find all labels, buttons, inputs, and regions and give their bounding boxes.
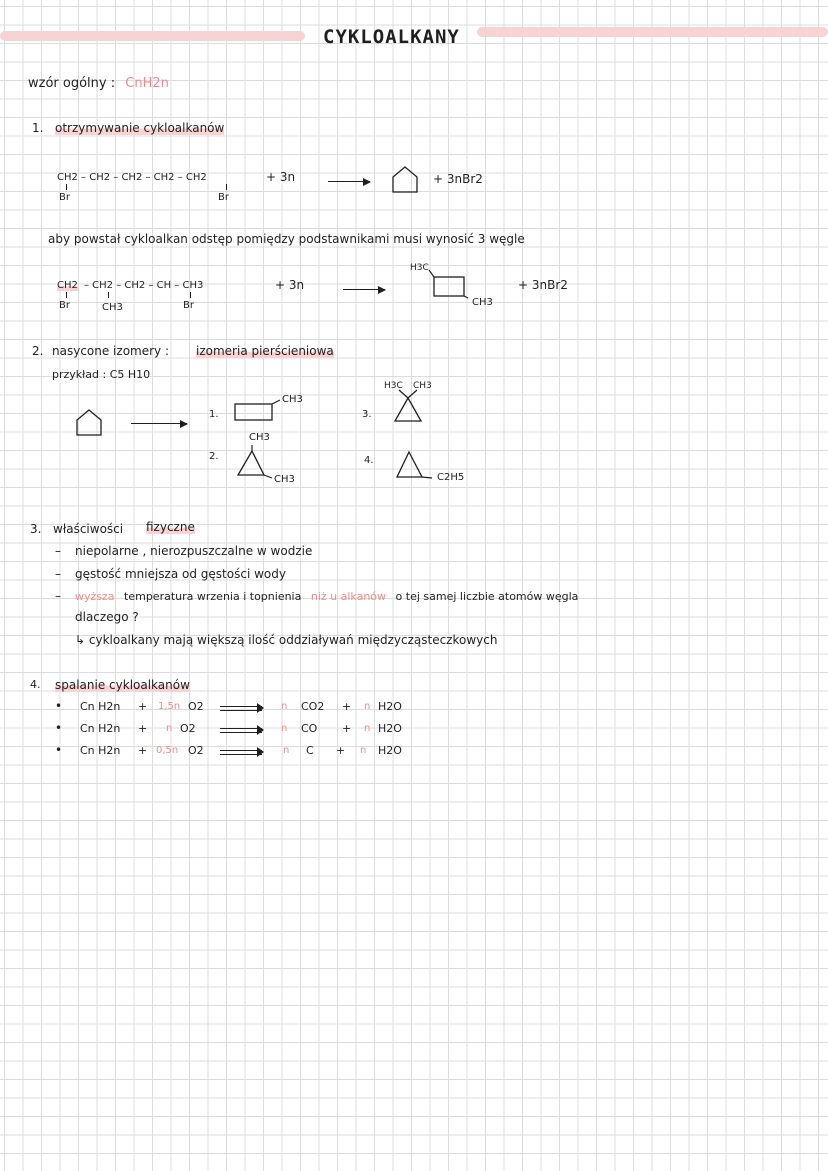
combustion-water-coefficient: n <box>364 723 371 734</box>
section-1-number: 1. <box>32 121 44 135</box>
reaction-1-reagent: + 3n <box>266 170 296 184</box>
combustion-water: H2O <box>378 700 402 713</box>
isomer-1-ch3: CH3 <box>282 394 303 405</box>
section-3-number: 3. <box>30 522 42 536</box>
combustion-arrow <box>220 706 262 711</box>
combustion-product: CO <box>301 722 318 735</box>
property-item-3-d: o tej samej liczbie atomów węgla <box>395 590 579 603</box>
bullet-dash: – <box>55 544 61 558</box>
cyclobutane-icon <box>234 399 282 421</box>
combustion-water-coefficient: n <box>360 745 367 756</box>
combustion-product: CO2 <box>301 700 325 713</box>
property-item-1: niepolarne , nierozpuszczalne w wodzie <box>75 544 313 558</box>
combustion-arrow <box>220 750 262 755</box>
section-1-heading: otrzymywanie cykloalkanów <box>55 121 225 135</box>
reaction-2-ch2: CH2 <box>57 280 78 291</box>
bond-tick <box>190 292 191 298</box>
cyclopentane-icon <box>391 166 419 194</box>
isomer-2-ch3-side: CH3 <box>274 474 295 485</box>
property-question: dlaczego ? <box>75 610 139 624</box>
bullet-dot: • <box>55 699 63 713</box>
combustion-reactant: Cn H2n <box>80 700 121 713</box>
bond-tick <box>66 292 67 298</box>
general-formula-label: wzór ogólny : <box>28 76 116 91</box>
isomer-2-number: 2. <box>209 451 219 462</box>
general-formula-value: CnH2n <box>125 76 169 91</box>
reaction-2-br-2: Br <box>183 300 194 311</box>
combustion-water-coefficient: n <box>364 701 371 712</box>
reaction-2-ch3-product: CH3 <box>472 297 493 308</box>
section-2-subheading: izomeria pierścieniowa <box>196 344 334 358</box>
general-formula <box>28 76 169 91</box>
bullet-dash: – <box>55 589 61 603</box>
combustion-plus: + <box>342 722 352 735</box>
title-highlight-left <box>0 31 305 41</box>
combustion-plus: + <box>342 700 352 713</box>
combustion-oxygen-coefficient: 0,5n <box>156 745 179 756</box>
property-item-3-c: niż u alkanów <box>310 590 387 603</box>
reaction-1-substrate: CH2 – CH2 – CH2 – CH2 – CH2 <box>57 172 207 183</box>
property-answer: ↳ cykloalkany mają większą ilość oddziaływań międzycząsteczkowych <box>75 633 498 647</box>
combustion-oxygen-coefficient: 1,5n <box>158 701 181 712</box>
property-item-3-b: temperatura wrzenia i topnienia <box>124 590 302 603</box>
reaction-1-br-2: Br <box>218 192 229 203</box>
isomer-2-ch3-top: CH3 <box>249 432 270 443</box>
isomer-arrow <box>131 423 187 424</box>
combustion-reactant: Cn H2n <box>80 744 121 757</box>
title-highlight-right <box>477 27 828 37</box>
combustion-plus: + <box>138 744 148 757</box>
section-2-example: przykład : C5 H10 <box>52 368 151 381</box>
section-4-number: 4. <box>30 678 41 691</box>
combustion-arrow <box>220 728 262 733</box>
isomer-3-h3c: H3C <box>384 381 403 391</box>
isomer-3-ch3: CH3 <box>413 381 432 391</box>
combustion-plus: + <box>138 700 148 713</box>
bullet-dot: • <box>55 721 63 735</box>
section-3-subheading: fizyczne <box>146 520 195 534</box>
ethylcyclopropane-icon <box>396 450 438 480</box>
cyclobutane-product-icon <box>428 270 468 298</box>
combustion-water: H2O <box>378 722 402 735</box>
combustion-plus: + <box>336 744 346 757</box>
section-4-heading: spalanie cykloalkanów <box>55 678 190 692</box>
property-item-3 <box>75 590 578 603</box>
combustion-product-coefficient: n <box>283 745 290 756</box>
bond-tick <box>66 184 67 190</box>
property-item-3-a: wyższa <box>75 590 115 603</box>
combustion-oxygen: O2 <box>180 722 196 735</box>
combustion-oxygen-coefficient: n <box>166 723 173 734</box>
reaction-2-reagent: + 3n <box>275 278 305 292</box>
section-2-number: 2. <box>32 344 44 358</box>
reaction-2-products: + 3nBr2 <box>518 278 568 292</box>
isomer-3-number: 3. <box>362 409 372 420</box>
property-item-2: gęstość mniejsza od gęstości wody <box>75 567 286 581</box>
reaction-2-chain: – CH2 – CH2 – CH – CH3 <box>84 280 204 291</box>
combustion-oxygen: O2 <box>188 744 204 757</box>
combustion-plus: + <box>138 722 148 735</box>
reaction-arrow <box>328 181 370 182</box>
bond-tick <box>226 184 227 190</box>
page-title: CYKLOALKANY <box>323 26 460 48</box>
reaction-1-products: + 3nBr2 <box>433 172 483 186</box>
reaction-2-br-1: Br <box>59 300 70 311</box>
section-2-heading: nasycone izomery : <box>52 344 169 358</box>
isomer-1-number: 1. <box>209 409 219 420</box>
reaction-1-br-1: Br <box>59 192 70 203</box>
reaction-2-h3c: H3C <box>410 263 429 273</box>
bullet-dot: • <box>55 743 63 757</box>
reaction-2-ch3: CH3 <box>102 302 123 313</box>
combustion-water: H2O <box>378 744 402 757</box>
isomer-4-number: 4. <box>364 455 374 466</box>
reaction-arrow <box>343 289 385 290</box>
section-1-note: aby powstał cykloalkan odstęp pomiędzy podstawnikami musi wynosić 3 węgle <box>48 232 525 246</box>
dimethylcyclopropane-icon <box>391 388 427 424</box>
combustion-product-coefficient: n <box>281 723 288 734</box>
isomer-4-c2h5: C2H5 <box>437 472 465 483</box>
bond-tick <box>108 292 109 298</box>
combustion-oxygen: O2 <box>188 700 204 713</box>
combustion-reactant: Cn H2n <box>80 722 121 735</box>
bullet-dash: – <box>55 567 61 581</box>
combustion-product-coefficient: n <box>281 701 288 712</box>
cyclopentane-icon <box>75 409 103 437</box>
cyclopropane-icon <box>234 445 276 479</box>
section-3-heading: właściwości <box>53 522 124 536</box>
combustion-product: C <box>306 744 314 757</box>
